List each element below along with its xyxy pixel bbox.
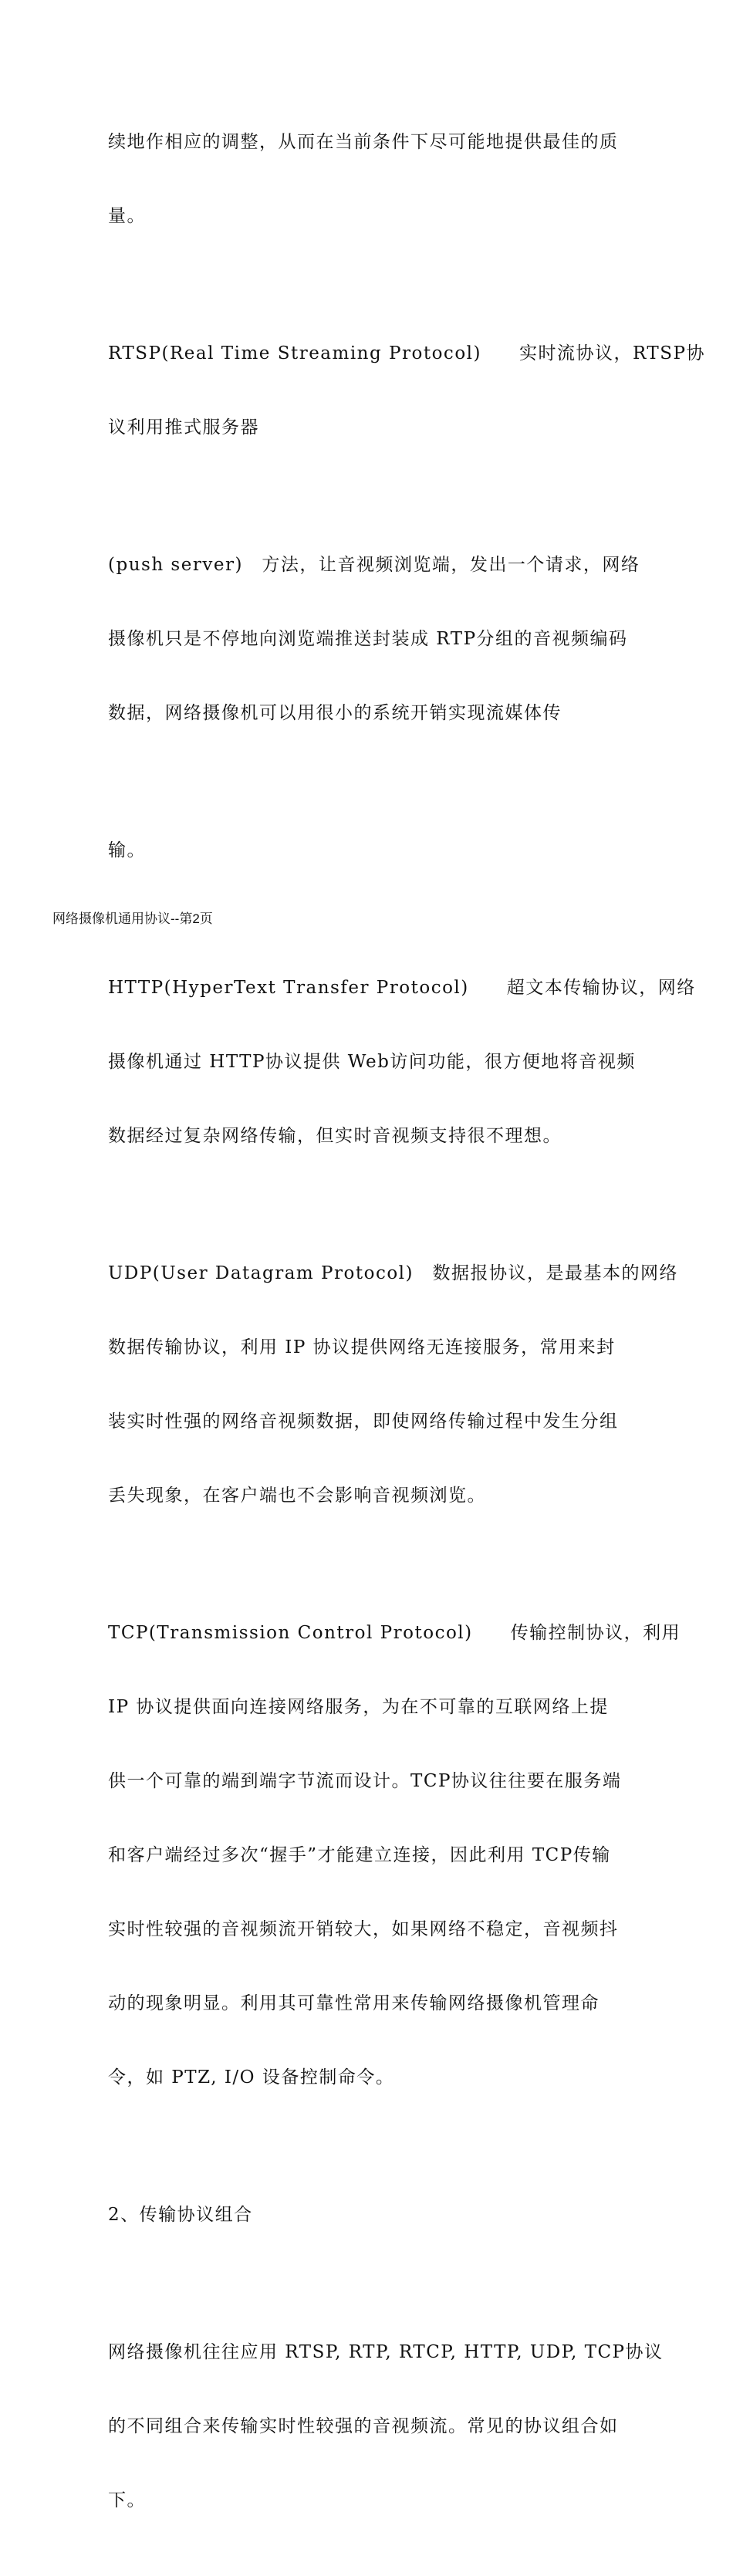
page-footer: 网络摄像机通用协议--第2页 xyxy=(52,911,213,926)
text-line: 实时性较强的音视频流开销较大，如果网络不稳定，音视频抖 xyxy=(108,1919,619,1939)
text-line: 动的现象明显。利用其可靠性常用来传输网络摄像机管理命 xyxy=(108,1993,600,2013)
text-line: TCP(Transmission Control Protocol) 传输控制协议，利用 xyxy=(108,1623,681,1643)
text-line: 摄像机通过 HTTP协议提供 Web访问功能，很方便地将音视频 xyxy=(108,1052,636,1072)
paragraph-http xyxy=(108,926,696,1198)
document-body xyxy=(108,80,705,2576)
text-line: 量。 xyxy=(108,206,146,226)
paragraph-udp xyxy=(108,1212,679,1557)
paragraph-push-server xyxy=(108,503,640,775)
text-line: 令，如 PTZ, I/O 设备控制命令。 xyxy=(108,2067,395,2088)
paragraph-rtsp xyxy=(108,292,705,489)
text-line: 下。 xyxy=(108,2490,146,2510)
text-line: 2、传输协议组合 xyxy=(108,2205,253,2225)
paragraph-quality-adjustment xyxy=(108,80,629,278)
text-line: UDP(User Datagram Protocol) 数据报协议，是最基本的网络 xyxy=(108,1263,679,1283)
text-line: RTSP(Real Time Streaming Protocol) 实时流协议，RTSP协 xyxy=(108,343,705,363)
text-line: 数据传输协议，利用 IP 协议提供网络无连接服务，常用来封 xyxy=(108,1337,616,1357)
text-line: 议利用推式服务器 xyxy=(108,418,259,438)
text-line: 丢失现象，在客户端也不会影响音视频浏览。 xyxy=(108,1486,486,1506)
text-line: 摄像机只是不停地向浏览端推送封装成 RTP分组的音视频编码 xyxy=(108,629,628,649)
text-line: IP 协议提供面向连接网络服务，为在不可靠的互联网络上提 xyxy=(108,1697,609,1717)
text-line: (push server) 方法，让音视频浏览端，发出一个请求，网络 xyxy=(108,555,640,575)
text-line: 输。 xyxy=(108,840,146,860)
text-line: 的不同组合来传输实时性较强的音视频流。常见的协议组合如 xyxy=(108,2416,619,2436)
text-line: 网络摄像机往往应用 RTSP, RTP, RTCP, HTTP, UDP, TCP协议 xyxy=(108,2342,664,2362)
text-line: 装实时性强的网络音视频数据，即使网络传输过程中发生分组 xyxy=(108,1411,619,1432)
text-line: 数据，网络摄像机可以用很小的系统开销实现流媒体传 xyxy=(108,703,562,723)
paragraph-protocol-combination xyxy=(108,2290,664,2562)
paragraph-transmission-end xyxy=(108,789,629,912)
text-line: 数据经过复杂网络传输，但实时音视频支持很不理想。 xyxy=(108,1126,562,1146)
text-line: 和客户端经过多次“握手”才能建立连接，因此利用 TCP传输 xyxy=(108,1845,611,1865)
text-line: HTTP(HyperText Transfer Protocol) 超文本传输协议，网络 xyxy=(108,978,696,998)
section-heading-protocol-combination xyxy=(108,2153,629,2277)
paragraph-tcp xyxy=(108,1571,681,2139)
text-line: 续地作相应的调整，从而在当前条件下尽可能地提供最佳的质 xyxy=(108,132,619,152)
text-line: 供一个可靠的端到端字节流而设计。TCP协议往往要在服务端 xyxy=(108,1771,622,1791)
